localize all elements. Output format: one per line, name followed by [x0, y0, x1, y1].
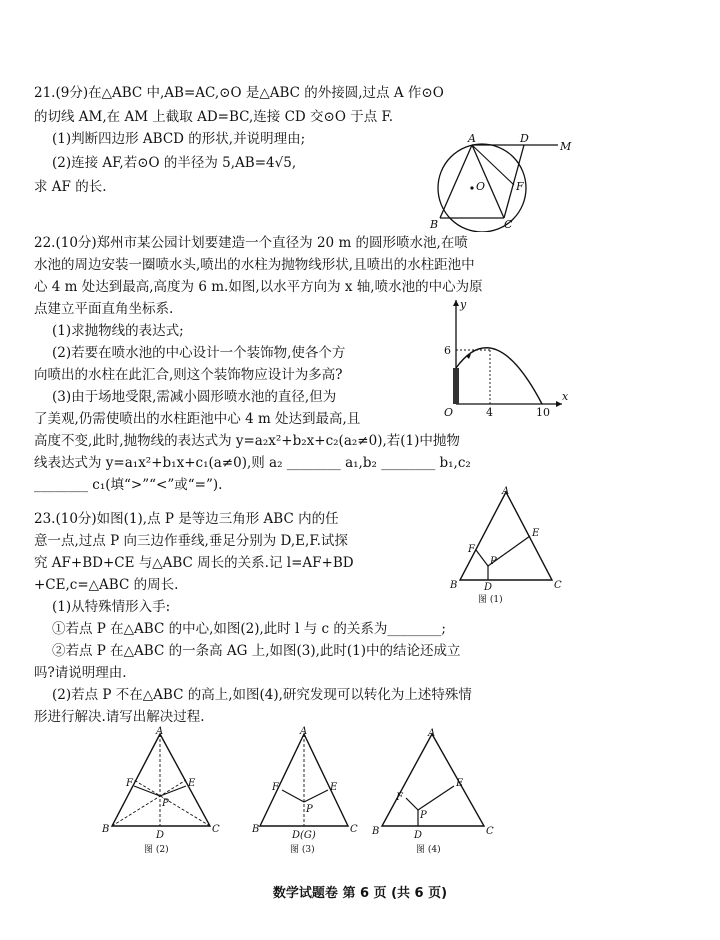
- q23-f4-A: A: [428, 728, 436, 739]
- q21-line2: 的切线 AM,在 AM 上截取 AD=BC,连接 CD 交⊙O 于点 F.: [34, 109, 394, 125]
- q23-sub2a: ②若点 P 在△ABC 的一条高 AG 上,如图(3),此时(1)中的结论还成立: [52, 643, 461, 659]
- q21-label-O: O: [476, 180, 486, 193]
- q21-label-C: C: [504, 218, 513, 231]
- q23-figure-3: [252, 726, 372, 856]
- q22-line2: 水池的周边安装一圈喷水头,喷出的水柱为抛物线形状,且喷出的水柱距池中: [34, 257, 475, 273]
- q21-line1: 21.(9分)在△ABC 中,AB=AC,⊙O 是△ABC 的外接圆,过点 A 作⊙O: [34, 85, 444, 101]
- q23-f1-F: F: [468, 544, 475, 555]
- q22-line3: 心 4 m 处达到最高,高度为 6 m.如图,以水平方向为 x 轴,喷水池的中心为原: [34, 279, 483, 295]
- q22-part3d: 线表达式为 y=a₁x²+b₁x+c₁(a≠0),则 a₂ ________ a₁,b₂ ________ b₁,c₂: [34, 455, 471, 471]
- page-footer: 数学试题卷 第 6 页 (共 6 页): [272, 886, 448, 901]
- q23-figure-4: [370, 726, 500, 856]
- q21-circle-figure: [420, 132, 580, 232]
- q23-f2-caption: 图 (2): [144, 845, 169, 855]
- q23-sub2b: 吗?请说明理由.: [34, 665, 127, 681]
- q23-line1: 23.(10分)如图(1),点 P 是等边三角形 ABC 内的任: [34, 511, 339, 527]
- q22-parabola-figure: [438, 296, 568, 422]
- q23-line2: 意一点,过点 P 向三边作垂线,垂足分别为 D,E,F.试探: [34, 533, 348, 549]
- q22-label-4: 4: [486, 406, 493, 419]
- q23-f1-caption: 图 (1): [478, 595, 503, 605]
- q21-label-D: D: [520, 132, 529, 145]
- q23-f3-F: F: [272, 782, 279, 793]
- q22-part3c: 高度不变,此时,抛物线的表达式为 y=a₂x²+b₂x+c₂(a₂≠0),若(1)中抛物: [34, 433, 460, 449]
- q22-label-O: O: [444, 406, 454, 419]
- q23-f1-C: C: [554, 580, 562, 591]
- q23-f4-D: D: [414, 830, 423, 841]
- q23-f1-D: D: [484, 582, 493, 593]
- q22-part3a: (3)由于场地受限,需减小圆形喷水池的直径,但为: [52, 389, 337, 405]
- q22-part2b: 向喷出的水柱在此汇合,则这个装饰物应设计为多高?: [34, 367, 343, 383]
- q23-f3-DG: D(G): [292, 830, 316, 841]
- q22-part2a: (2)若要在喷水池的中心设计一个装饰物,使各个方: [52, 345, 346, 361]
- q23-f4-P: P: [420, 810, 427, 821]
- q21-label-B: B: [430, 218, 439, 231]
- q23-f2-F: F: [126, 778, 133, 789]
- q23-f1-P: P: [490, 556, 497, 567]
- q22-part1: (1)求抛物线的表达式;: [52, 323, 184, 339]
- q22-line1: 22.(10分)郑州市某公园计划要建造一个直径为 20 m 的圆形喷水池,在喷: [34, 235, 468, 251]
- q22-label-10: 10: [536, 406, 550, 419]
- q23-f2-D: D: [156, 830, 165, 841]
- q23-part2b: 形进行解决.请写出解决过程.: [34, 709, 205, 725]
- q21-label-F: F: [516, 180, 524, 193]
- q21-part1: (1)判断四边形 ABCD 的形状,并说明理由;: [52, 131, 306, 147]
- q23-line3: 究 AF+BD+CE 与△ABC 周长的关系.记 l=AF+BD: [34, 555, 354, 571]
- q23-f1-E: E: [532, 528, 540, 539]
- q23-f4-E: E: [456, 778, 464, 789]
- q23-figure-2: [100, 726, 230, 856]
- q23-f3-C: C: [350, 824, 358, 835]
- q23-f3-B: B: [252, 824, 260, 835]
- q23-f2-B: B: [102, 824, 110, 835]
- q23-f2-A: A: [156, 726, 164, 737]
- q23-figure-1: [448, 484, 568, 608]
- q22-part3e: ________ c₁(填“>”“<”或“=”).: [34, 477, 223, 493]
- q21-label-M: M: [560, 140, 572, 153]
- q23-f1-B: B: [450, 580, 458, 591]
- q23-f2-P: P: [162, 798, 169, 809]
- q23-f4-F: F: [396, 792, 403, 803]
- q23-f4-caption: 图 (4): [416, 845, 441, 855]
- q22-part3b: 了美观,仍需使喷出的水柱距池中心 4 m 处达到最高,且: [34, 411, 361, 427]
- q23-part2a: (2)若点 P 不在△ABC 的高上,如图(4),研究发现可以转化为上述特殊情: [52, 687, 472, 703]
- q21-part2: (2)连接 AF,若⊙O 的半径为 5,AB=4√5,: [52, 155, 297, 171]
- q22-label-x: x: [562, 390, 568, 403]
- q23-line4: +CE,c=△ABC 的周长.: [34, 577, 179, 593]
- q23-f3-E: E: [330, 782, 338, 793]
- q23-f2-C: C: [212, 824, 220, 835]
- q23-f3-caption: 图 (3): [290, 845, 315, 855]
- q23-part1: (1)从特殊情形入手:: [52, 599, 171, 615]
- q23-f2-E: E: [188, 778, 196, 789]
- q23-f1-A: A: [502, 486, 510, 497]
- q22-label-6: 6: [444, 344, 451, 357]
- q23-sub1: ①若点 P 在△ABC 的中心,如图(2),此时 l 与 c 的关系为________;: [52, 621, 446, 637]
- q23-f4-C: C: [486, 826, 494, 837]
- q21-part2b: 求 AF 的长.: [34, 179, 107, 195]
- q23-f3-A: A: [300, 726, 308, 737]
- q21-label-A: A: [468, 132, 476, 145]
- q22-line4: 点建立平面直角坐标系.: [34, 301, 174, 317]
- q22-label-y: y: [460, 298, 467, 311]
- q23-f3-P: P: [306, 804, 313, 815]
- q23-f4-B: B: [372, 826, 380, 837]
